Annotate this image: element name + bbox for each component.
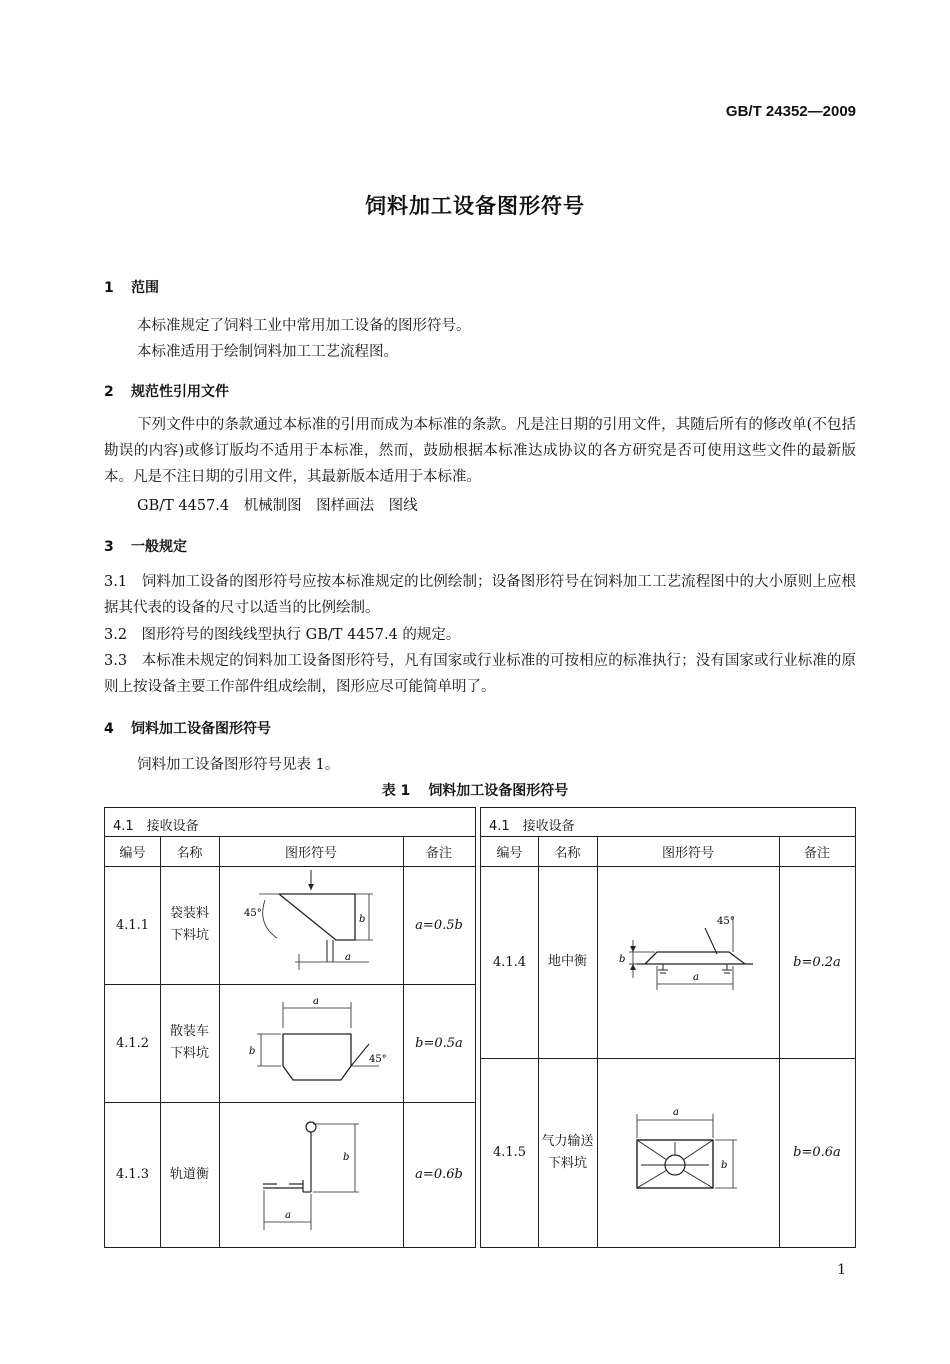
- symbol-table: [104, 807, 856, 1248]
- table-row-no: 4.1.3: [115, 1167, 150, 1182]
- dim-b: b: [721, 1160, 728, 1171]
- dim-b: b: [343, 1152, 350, 1163]
- symbol-pneumatic-pit: [597, 1058, 779, 1247]
- header-no: 编号: [496, 845, 523, 861]
- clause-3-2: 3.2 图形符号的图线线型执行 GB/T 4457.4 的规定。: [104, 627, 461, 643]
- dim-angle: 45°: [717, 916, 735, 927]
- section-3-heading: [104, 536, 187, 556]
- header-name: 名称: [554, 845, 581, 861]
- table-section-label: 4.1 接收设备: [489, 819, 575, 834]
- table-row-name: [538, 1058, 597, 1247]
- section-number: 3: [104, 539, 114, 555]
- name-line: 下料坑: [547, 1155, 587, 1171]
- section-title: 饲料加工设备图形符号: [131, 721, 271, 737]
- table-row-name: 地中衡: [547, 954, 587, 969]
- dim-a: a: [673, 1107, 679, 1118]
- dim-a: a: [345, 952, 351, 963]
- clause-3-1: 3.1 饲料加工设备的图形符号应按本标准规定的比例绘制；设备图形符号在饲料加工工艺流程图中的大小原则上应根据其代表的设备的尺寸以适当的比例绘制。: [104, 574, 856, 616]
- header-symbol: 图形符号: [284, 845, 337, 861]
- table-row-remark: a=0.6b: [415, 1167, 463, 1182]
- name-line: 下料坑: [169, 928, 209, 943]
- name-line: 散装车: [169, 1024, 209, 1039]
- name-line: 下料坑: [169, 1046, 209, 1061]
- page-number: 1: [837, 1262, 846, 1278]
- dim-b: b: [619, 954, 626, 965]
- symbol-weighbridge: [597, 866, 779, 1058]
- paragraph: 本标准规定了饲料工业中常用加工设备的图形符号。: [137, 318, 471, 334]
- header-name: 名称: [176, 845, 203, 861]
- header-no: 编号: [119, 845, 146, 861]
- table-row-remark: a=0.5b: [415, 917, 463, 933]
- section-number: 2: [104, 384, 114, 400]
- dim-a: a: [285, 1210, 291, 1221]
- section-2-heading: [104, 381, 229, 401]
- paragraph: 下列文件中的条款通过本标准的引用而成为本标准的条款。凡是注日期的引用文件，其随后所有的修改单(不包括勘误的内容)或修订版均不适用于本标准，然而，鼓励根据本标准达成协议的各方研究是否可使用这些文件的最新版本。凡是不注日期的引用文件，其最新版本适用于本标准。: [104, 417, 856, 485]
- table-row-name: 轨道衡: [169, 1166, 209, 1182]
- table-number: 表 1: [381, 783, 411, 799]
- table-left-half: [104, 807, 476, 1248]
- name-line: 袋装料: [169, 906, 209, 921]
- section-4-heading: [104, 718, 271, 738]
- table-right-half: [480, 807, 856, 1248]
- dim-a: a: [313, 996, 319, 1007]
- clause-3-3: 3.3 本标准未规定的饲料加工设备图形符号，凡有国家或行业标准的可按相应的标准执行；没有国家或行业标准的原则上按设备主要工作部件组成绘制，图形应尽可能简单明了。: [104, 653, 856, 695]
- standard-number: GB/T 24352—2009: [725, 103, 856, 120]
- table-row-remark: b=0.2a: [793, 954, 841, 970]
- table-row-no: 4.1.1: [115, 917, 150, 933]
- table-row-no: 4.1.4: [492, 954, 527, 970]
- table-section-label: 4.1 接收设备: [113, 819, 199, 834]
- header-symbol: 图形符号: [661, 845, 714, 861]
- symbol-rail-scale: [219, 1102, 403, 1247]
- dim-b: b: [359, 914, 366, 925]
- paragraph: 本标准适用于绘制饲料加工工艺流程图。: [137, 344, 398, 360]
- section-title: 一般规定: [131, 539, 187, 555]
- table-row-no: 4.1.5: [492, 1145, 527, 1160]
- header-remark: 备注: [425, 845, 452, 861]
- table-row-name: [160, 984, 219, 1102]
- header-remark: 备注: [803, 845, 830, 861]
- section-title: 范围: [131, 280, 159, 296]
- symbol-bagged-feed-pit: [219, 866, 403, 984]
- page-title: 饲料加工设备图形符号: [365, 194, 585, 218]
- table-row-name: [160, 866, 219, 984]
- table-caption: [0, 780, 950, 800]
- dim-b: b: [249, 1046, 256, 1057]
- section-number: 4: [104, 721, 114, 737]
- table-row-no: 4.1.2: [115, 1035, 150, 1051]
- table-row-remark: b=0.5a: [415, 1035, 463, 1051]
- dim-a: a: [693, 972, 699, 983]
- dim-angle: 45°: [244, 908, 262, 919]
- section-number: 1: [104, 280, 114, 296]
- symbol-bulk-truck-pit: [219, 984, 403, 1102]
- table-row-remark: b=0.6a: [793, 1145, 841, 1160]
- dim-angle: 45°: [369, 1054, 387, 1065]
- paragraph: 饲料加工设备图形符号见表 1。: [137, 757, 340, 773]
- section-1-heading: [104, 277, 159, 297]
- reference-item: GB/T 4457.4 机械制图 图样画法 图线: [137, 498, 418, 514]
- table-title: 饲料加工设备图形符号: [428, 783, 569, 799]
- section-title: 规范性引用文件: [131, 384, 229, 400]
- name-line: 气力输送: [541, 1133, 594, 1149]
